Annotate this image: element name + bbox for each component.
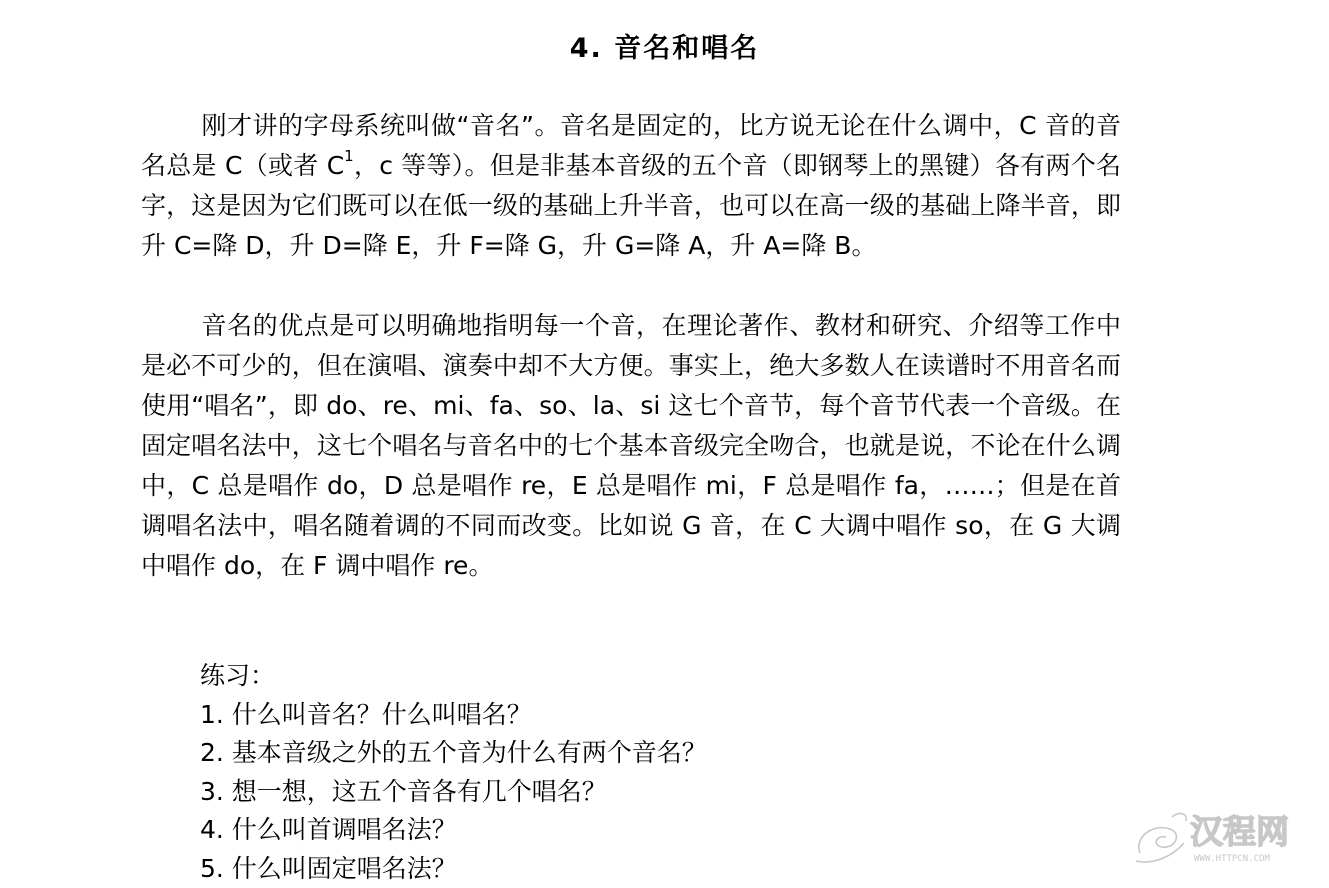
page-title: 4. 音名和唱名	[569, 33, 760, 64]
exercise-item-3: 3. 想一想，这五个音各有几个唱名？	[200, 776, 607, 806]
watermark-text: 汉程网	[1190, 812, 1289, 851]
exercise-list	[200, 657, 707, 888]
exercise-item-1: 1. 什么叫音名？什么叫唱名？	[200, 699, 532, 729]
paragraph-1-part-2: ，c 等等）。但是非基本音级的五个音（即钢琴上的黑键）各有两个名字，这是因为它们既可以在低一级的基础上升半音，也可以在高一级的基础上降半音，即升 C=降 D，升 D=降 E，升 F=降 G，升 G=降 A，升 A=降 B。	[141, 151, 1121, 260]
paragraph-1-part-1: 刚才讲的字母系统叫做“音名”。音名是固定的，比方说无论在什么调中，C 音的音名总是 C（或者 C	[141, 111, 1121, 180]
exercise-item-4: 4. 什么叫首调唱名法？	[200, 815, 457, 844]
watermark-logo	[1132, 803, 1307, 868]
watermark-url: WWW.HTTPCN.COM	[1194, 854, 1270, 864]
superscript-1: 1	[344, 146, 354, 165]
watermark-swirl-icon	[1136, 814, 1186, 863]
paragraph-note-names	[141, 106, 1121, 266]
exercise-item-5: 5. 什么叫固定唱名法？	[200, 853, 457, 883]
paragraph-solfege	[141, 306, 1121, 586]
exercise-item-2: 2. 基本音级之外的五个音为什么有两个音名？	[200, 738, 707, 767]
paragraph-2-text: 音名的优点是可以明确地指明每一个音，在理论著作、教材和研究、介绍等工作中是必不可少的，但在演唱、演奏中却不大方便。事实上，绝大多数人在读谱时不用音名而使用“唱名”，即 do、re、mi、fa、so、la、si 这七个音节，每个音节代表一个音级。在固定唱名法中，这七个唱名与音名中的七个基本音级完全吻合，也就是说，不论在什么调中，C 总是唱作 do，D 总是唱作 re，E 总是唱作 mi，F 总是唱作 fa，……；但是在首调唱名法中，唱名随着调的不同而改变。比如说 G 音，在 C 大调中唱作 so，在 G 大调中唱作 do，在 F 调中唱作 re。	[141, 311, 1121, 580]
exercise-heading: 练习：	[200, 661, 276, 690]
